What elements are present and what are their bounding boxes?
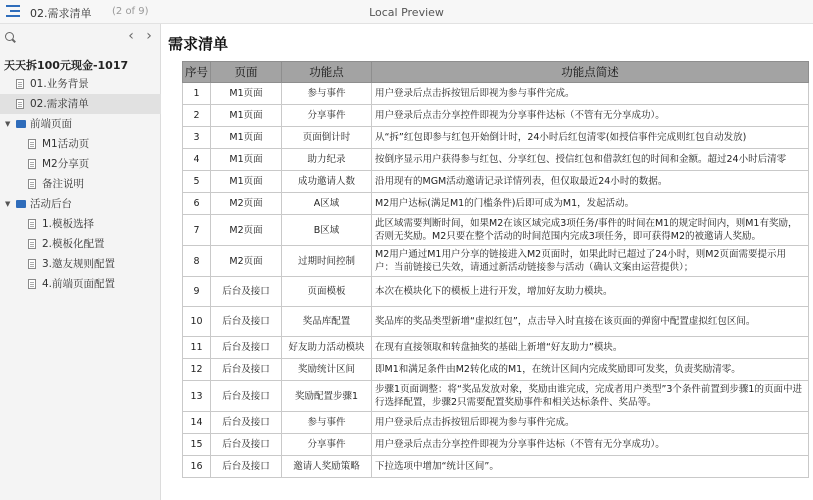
sidebar-item-label: 备注说明 — [42, 178, 84, 190]
page-title: 需求清单 — [168, 35, 229, 53]
cell-no: 6 — [183, 193, 211, 215]
sidebar-item[interactable] — [0, 254, 161, 274]
cell-feature: 参与事件 — [282, 412, 372, 434]
sidebar-item[interactable] — [0, 94, 161, 114]
project-title: 天天拆100元现金-1017 — [4, 59, 129, 72]
main-content — [162, 24, 813, 500]
page-icon — [16, 79, 24, 89]
page-icon — [28, 159, 36, 169]
cell-description: 本次在模块化下的模板上进行开发，增加好友助力模块。 — [372, 277, 809, 307]
table-row — [183, 171, 809, 193]
cell-no: 3 — [183, 127, 211, 149]
table-row — [183, 307, 809, 337]
column-header-page: 页面 — [211, 62, 282, 83]
cell-description: 步骤1页面调整：将“奖品发放对象，奖励由谁完成，完成者用户类型”3个条件前置到步骤1的页面中进行选择配置，步骤2只需要配置奖励事件和相关达标条件、奖品等。 — [372, 381, 809, 412]
cell-page: M1页面 — [211, 83, 282, 105]
cell-feature: 分享事件 — [282, 434, 372, 456]
page-icon — [28, 239, 36, 249]
cell-page: 后台及接口 — [211, 277, 282, 307]
cell-feature: 助力纪录 — [282, 149, 372, 171]
sidebar-item[interactable] — [0, 174, 161, 194]
table-row — [183, 277, 809, 307]
cell-page: 后台及接口 — [211, 307, 282, 337]
cell-page: M1页面 — [211, 105, 282, 127]
page-icon — [28, 259, 36, 269]
sidebar-item[interactable] — [0, 154, 161, 174]
cell-page: 后台及接口 — [211, 434, 282, 456]
table-row — [183, 381, 809, 412]
cell-no: 10 — [183, 307, 211, 337]
cell-page: M1页面 — [211, 127, 282, 149]
table-row — [183, 105, 809, 127]
cell-feature: 奖品库配置 — [282, 307, 372, 337]
table-row — [183, 456, 809, 478]
cell-feature: 奖励统计区间 — [282, 359, 372, 381]
cell-feature: 参与事件 — [282, 83, 372, 105]
sidebar-item-label: 前端页面 — [30, 118, 72, 130]
current-page-name: 02.需求清单 — [30, 7, 92, 20]
table-row — [183, 337, 809, 359]
table-row — [183, 149, 809, 171]
cell-description: 下拉选项中增加“统计区间”。 — [372, 456, 809, 478]
cell-no: 7 — [183, 215, 211, 246]
folder-icon — [16, 120, 26, 128]
cell-description: M2用户达标(满足M1的门槛条件)后即可成为M1，发起活动。 — [372, 193, 809, 215]
sidebar-item-label: 2.模板化配置 — [42, 238, 105, 250]
cell-no: 16 — [183, 456, 211, 478]
cell-feature: 页面倒计时 — [282, 127, 372, 149]
cell-description: 从“拆”红包即参与红包开始倒计时，24小时后红包清零(如授信事件完成则红包自动发放) — [372, 127, 809, 149]
cell-description: 即M1和满足条件由M2转化成的M1，在统计区间内完成奖励即可发奖，负责奖励清零。 — [372, 359, 809, 381]
sidebar-item[interactable] — [0, 274, 161, 294]
cell-description: 在现有直接领取和转盘抽奖的基础上新增“好友助力”模块。 — [372, 337, 809, 359]
column-header-no: 序号 — [183, 62, 211, 83]
sidebar-item[interactable] — [0, 194, 161, 214]
cell-page: 后台及接口 — [211, 359, 282, 381]
cell-page: M2页面 — [211, 215, 282, 246]
cell-description: 奖品库的奖品类型新增“虚拟红包”，点击导入时直接在该页面的弹窗中配置虚拟红包区间。 — [372, 307, 809, 337]
cell-no: 5 — [183, 171, 211, 193]
folder-icon — [16, 200, 26, 208]
cell-no: 1 — [183, 83, 211, 105]
sidebar-item[interactable] — [0, 114, 161, 134]
cell-feature: B区域 — [282, 215, 372, 246]
cell-page: M1页面 — [211, 149, 282, 171]
top-bar — [0, 0, 813, 24]
cell-no: 14 — [183, 412, 211, 434]
preview-title: Local Preview — [369, 6, 444, 19]
table-row — [183, 215, 809, 246]
sidebar-item[interactable] — [0, 234, 161, 254]
sidebar-item-label: M2分享页 — [42, 158, 90, 170]
cell-no: 11 — [183, 337, 211, 359]
cell-page: 后台及接口 — [211, 456, 282, 478]
expand-caret-icon[interactable]: ▼ — [5, 120, 11, 128]
column-header-feature: 功能点 — [282, 62, 372, 83]
cell-no: 8 — [183, 246, 211, 277]
page-icon — [28, 139, 36, 149]
sidebar-item-label: 4.前端页面配置 — [42, 278, 116, 290]
page-icon — [28, 179, 36, 189]
cell-description: 沿用现有的MGM活动邀请记录详情列表，但仅取最近24小时的数据。 — [372, 171, 809, 193]
column-header-description: 功能点简述 — [372, 62, 809, 83]
table-row — [183, 246, 809, 277]
cell-page: 后台及接口 — [211, 412, 282, 434]
cell-feature: 成功邀请人数 — [282, 171, 372, 193]
page-icon — [28, 219, 36, 229]
cell-no: 4 — [183, 149, 211, 171]
search-icon[interactable] — [5, 32, 14, 41]
cell-description: M2用户通过M1用户分享的链接进入M2页面时，如果此时已超过了24小时，则M2页面需要提示用户：当前链接已失效，请通过新活动链接参与活动（确认文案由运营提供）； — [372, 246, 809, 277]
table-row — [183, 193, 809, 215]
sidebar-toolbar — [0, 24, 160, 50]
cell-no: 12 — [183, 359, 211, 381]
cell-description: 按倒序显示用户获得参与红包、分享红包、授信红包和借款红包的时间和金额。超过24小时后清零 — [372, 149, 809, 171]
page-tree — [0, 74, 161, 294]
table-row — [183, 412, 809, 434]
sidebar-item[interactable] — [0, 74, 161, 94]
sidebar-item-label: 活动后台 — [30, 198, 72, 210]
cell-feature: A区域 — [282, 193, 372, 215]
cell-description: 用户登录后点击拆按钮后即视为参与事件完成。 — [372, 412, 809, 434]
sidebar-item-label: 01.业务背景 — [30, 78, 89, 90]
page-icon — [16, 99, 24, 109]
cell-feature: 分享事件 — [282, 105, 372, 127]
cell-page: M2页面 — [211, 193, 282, 215]
cell-description: 此区域需要判断时间，如果M2在该区域完成3项任务/事件的时间在M1的规定时间内，则M1有奖励，否则无奖励。M2只要在整个活动的时间范围内完成3项任务，即可获得M2的被邀请人奖励。 — [372, 215, 809, 246]
requirements-table — [182, 61, 809, 478]
sidebar — [0, 24, 161, 500]
cell-feature: 好友助力活动模块 — [282, 337, 372, 359]
table-row — [183, 83, 809, 105]
previous-page-button[interactable]: ‹ — [128, 28, 134, 44]
sidebar-item[interactable] — [0, 214, 161, 234]
cell-page: 后台及接口 — [211, 337, 282, 359]
cell-feature: 邀请人奖励策略 — [282, 456, 372, 478]
cell-no: 9 — [183, 277, 211, 307]
sidebar-item-label: 02.需求清单 — [30, 98, 89, 110]
sidebar-item[interactable] — [0, 134, 161, 154]
expand-caret-icon[interactable]: ▼ — [5, 200, 11, 208]
page-icon — [28, 279, 36, 289]
sidebar-item-label: M1活动页 — [42, 138, 90, 150]
cell-description: 用户登录后点击分享控件即视为分享事件达标（不管有无分享成功）。 — [372, 105, 809, 127]
sidebar-item-label: 3.邀友规则配置 — [42, 258, 116, 270]
cell-description: 用户登录后点击拆按钮后即视为参与事件完成。 — [372, 83, 809, 105]
cell-no: 15 — [183, 434, 211, 456]
cell-feature: 奖励配置步骤1 — [282, 381, 372, 412]
cell-feature: 过期时间控制 — [282, 246, 372, 277]
table-row — [183, 359, 809, 381]
cell-description: 用户登录后点击分享控件即视为分享事件达标（不管有无分享成功）。 — [372, 434, 809, 456]
cell-no: 13 — [183, 381, 211, 412]
cell-page: M1页面 — [211, 171, 282, 193]
cell-feature: 页面模板 — [282, 277, 372, 307]
cell-page: M2页面 — [211, 246, 282, 277]
sidebar-item-label: 1.模板选择 — [42, 218, 95, 230]
page-count: (2 of 9) — [112, 6, 149, 17]
table-header-row — [183, 62, 809, 83]
next-page-button[interactable]: › — [146, 28, 152, 44]
table-row — [183, 434, 809, 456]
cell-page: 后台及接口 — [211, 381, 282, 412]
table-row — [183, 127, 809, 149]
cell-no: 2 — [183, 105, 211, 127]
